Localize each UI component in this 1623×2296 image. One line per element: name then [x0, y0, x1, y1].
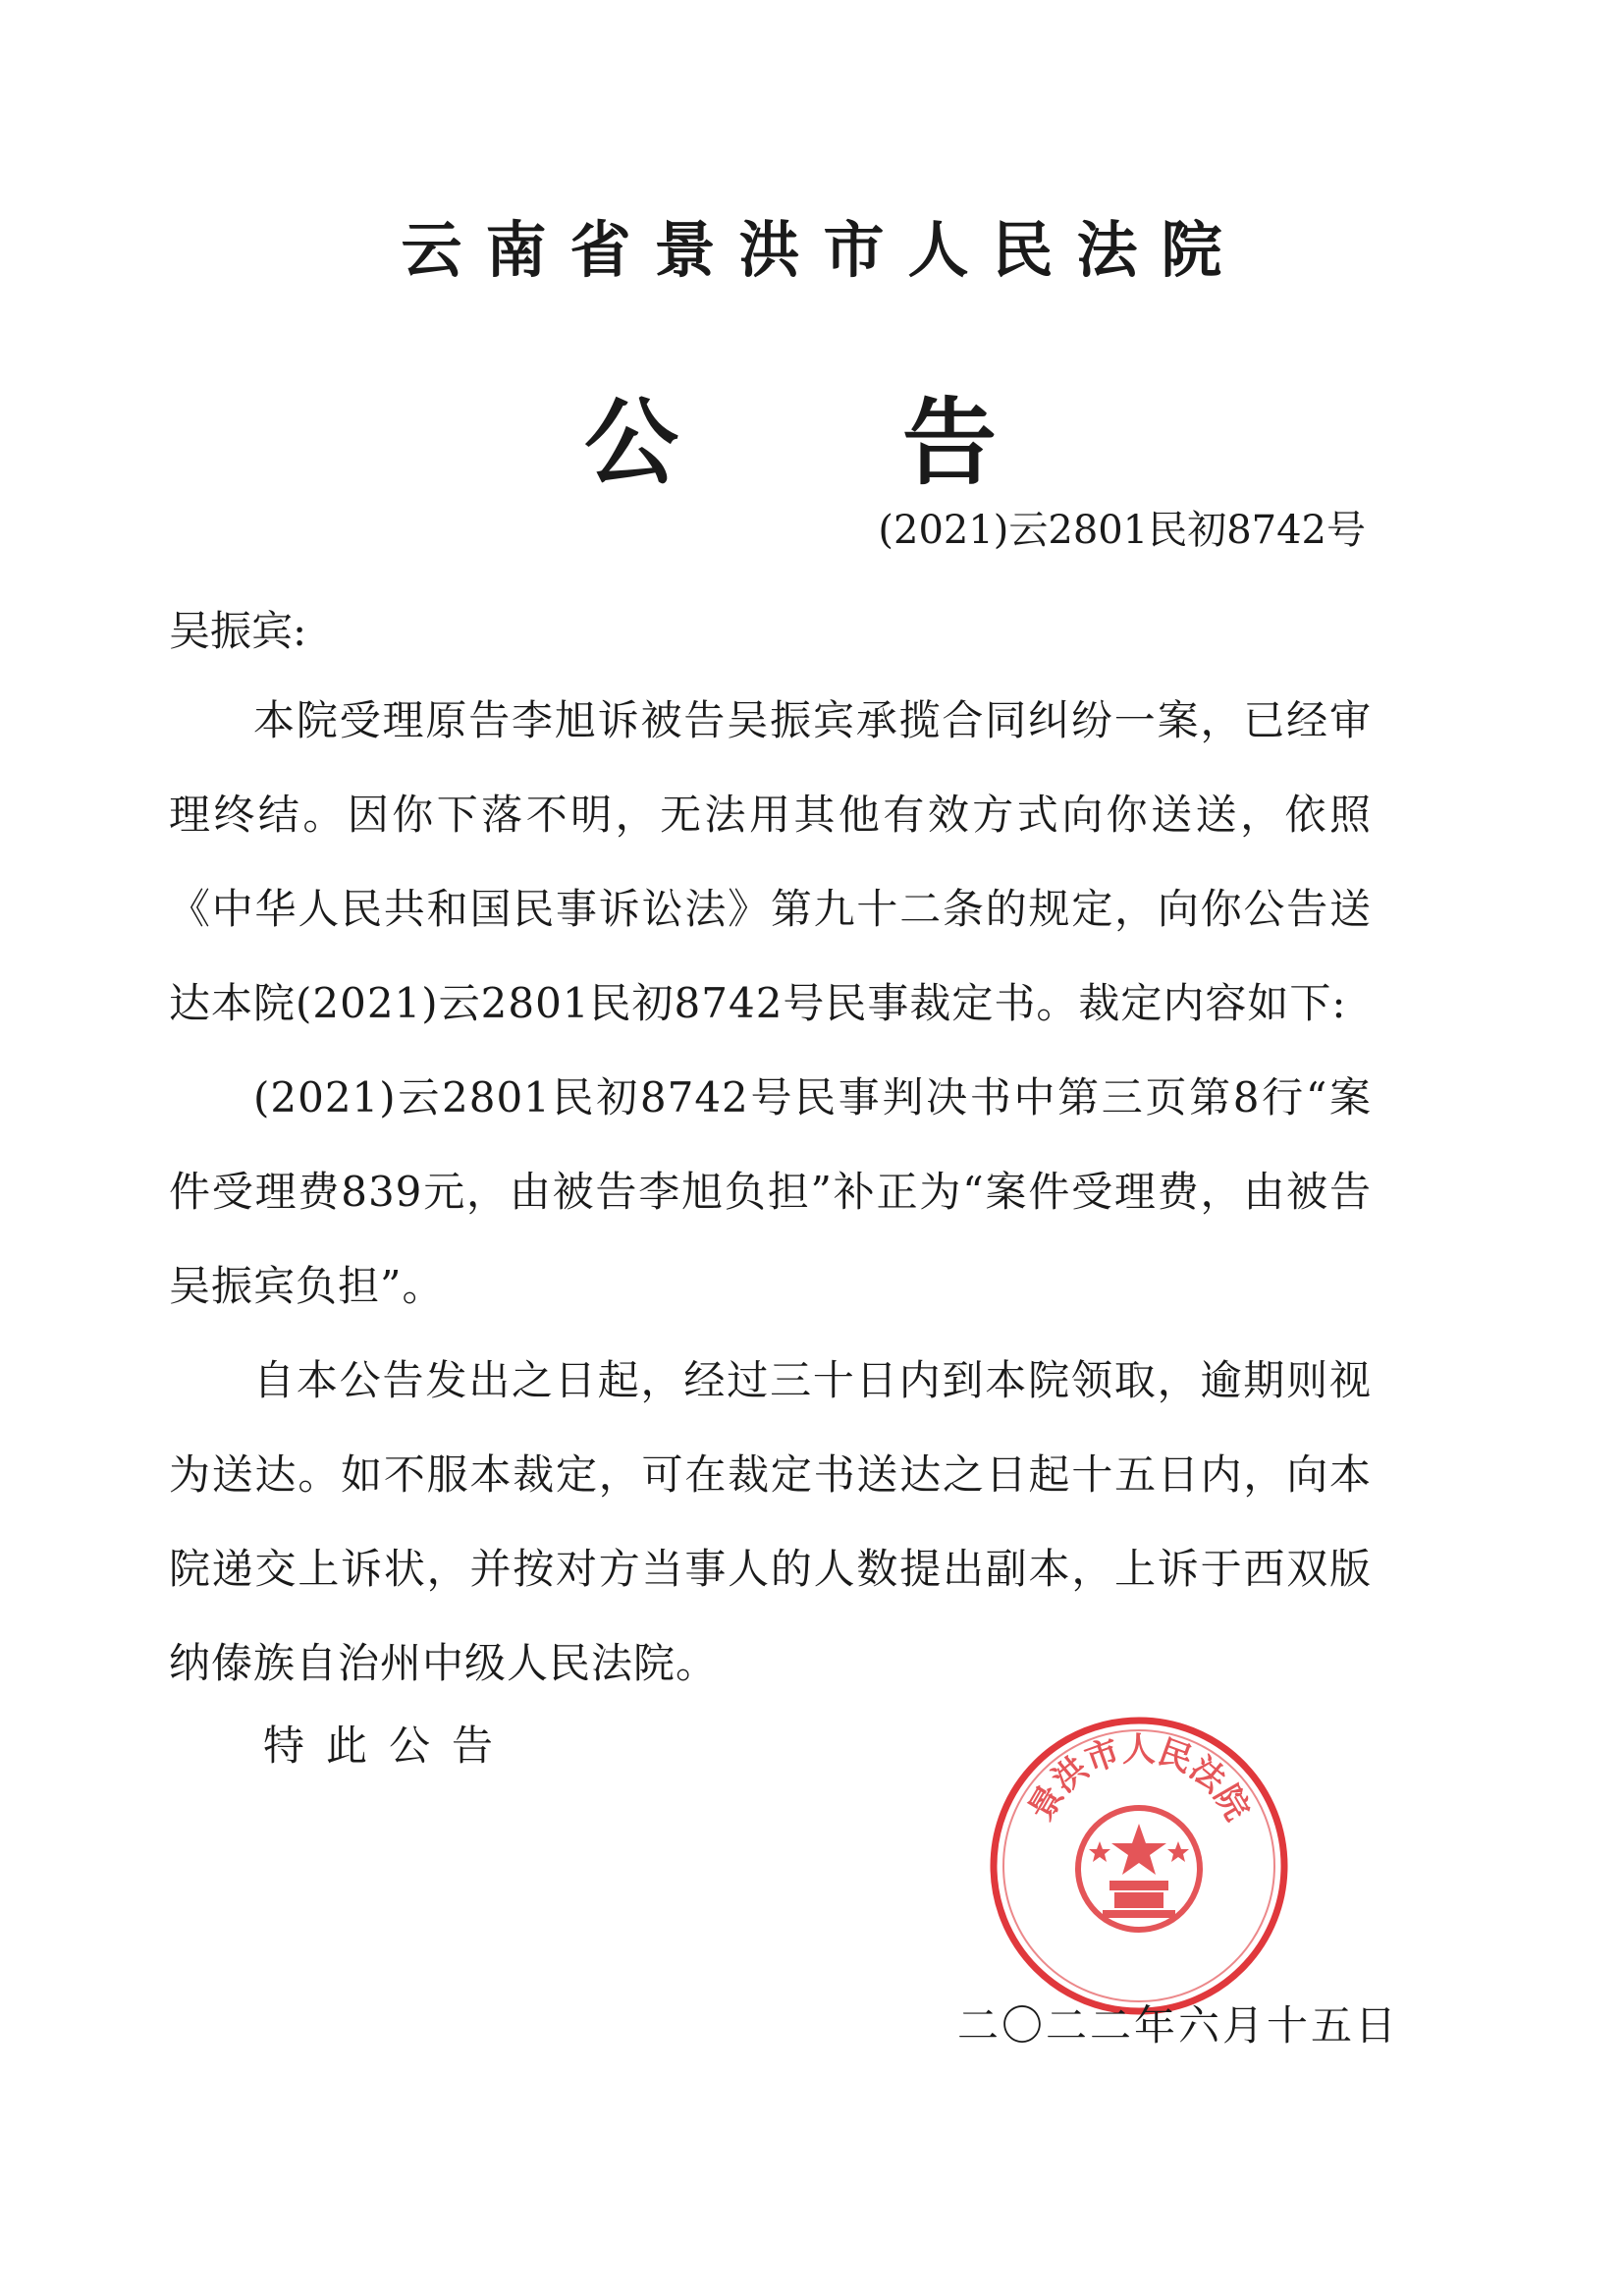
document-title-char-1: 公 — [584, 387, 678, 498]
notice-paragraph-3: 自本公告发出之日起，经过三十日内到本院领取，逾期则视为送达。如不服本裁定，可在裁定书送达之日起十五日内，向本院递交上诉状，并按对方当事人的人数提出副本，上诉于西双版纳傣族自治州中级人民法院。 — [169, 1356, 1372, 1687]
document-title-char-2: 告 — [902, 387, 997, 498]
case-number: (2021)云2801民初8742号 — [878, 508, 1366, 553]
national-emblem-icon — [1078, 1808, 1200, 1930]
seal-text: 景洪市人民法院 — [1021, 1729, 1257, 1828]
court-name-heading: 云南省景洪市人民法院 — [401, 214, 1246, 286]
document-title — [584, 368, 997, 503]
notice-paragraph-1: 本院受理原告李旭诉被告吴振宾承揽合同纠纷一案，已经审理终结。因你下落不明，无法用其他有效方式向你送送，依照《中华人民共和国民事诉讼法》第九十二条的规定，向你公告送达本院(2021)云2801民初8742号民事裁定书。裁定内容如下: — [169, 696, 1372, 1027]
issue-date: 二〇二二年六月十五日 — [957, 2001, 1400, 2050]
notice-paragraph-2: (2021)云2801民初8742号民事判决书中第三页第8行“案件受理费839元，由被告李旭负担”补正为“案件受理费，由被告吴振宾负担”。 — [169, 1073, 1372, 1310]
court-seal-stamp — [987, 1714, 1291, 2018]
addressee: 吴振宾: — [169, 607, 307, 655]
closing-statement: 特此公告 — [263, 1722, 515, 1770]
